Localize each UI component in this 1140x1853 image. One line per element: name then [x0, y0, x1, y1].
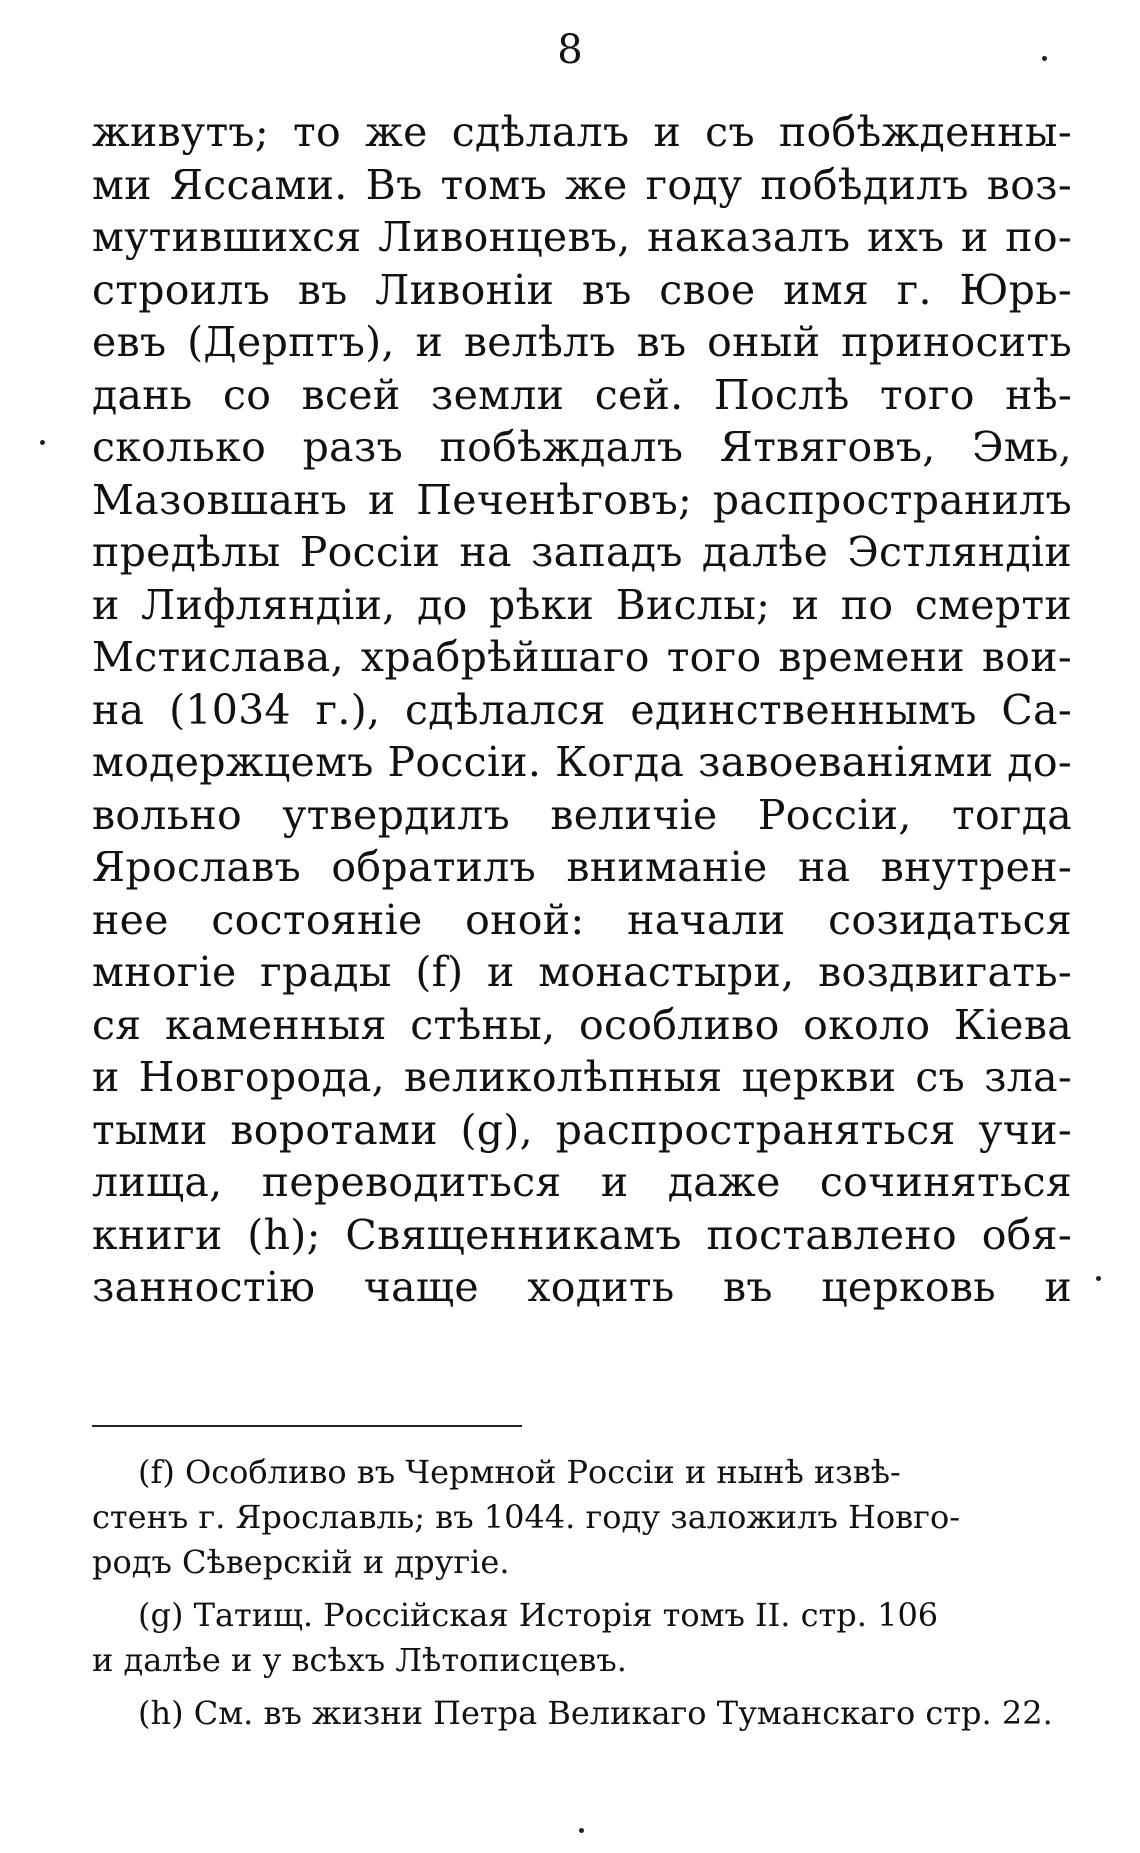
text-line: предѣлы Россіи на западъ далѣе Эстляндіи — [92, 528, 1072, 576]
text-line: и Новгорода, великолѣпныя церкви съ зла- — [92, 1053, 1072, 1101]
text-line: книги (h); Священникамъ поставлено обя- — [92, 1210, 1072, 1259]
footnote-f — [92, 1450, 1072, 1585]
footnote-separator — [92, 1425, 522, 1427]
print-speck — [1042, 56, 1047, 61]
text-line: тыми воротами (g), распространяться учи- — [92, 1105, 1072, 1154]
text-line: многіе грады (f) и монастыри, воздвигать- — [92, 948, 1072, 996]
text-line: модержцемъ Россіи. Когда завоеваніями до- — [92, 738, 1072, 786]
text-line: Мазовшанъ и Печенѣговъ; распространилъ — [92, 475, 1072, 524]
text-line: на (1034 г.), сдѣлался единственнымъ Са- — [92, 685, 1072, 734]
footnote-line: и далѣе и у всѣхъ Лѣтописцевъ. — [92, 1641, 627, 1679]
main-text — [92, 106, 1072, 1314]
text-line: живутъ; то же сдѣлалъ и съ побѣжденны- — [92, 108, 1072, 156]
print-speck — [1096, 1276, 1101, 1281]
page-number: 8 — [557, 27, 583, 73]
text-line: дань со всей земли сей. Послѣ того нѣ- — [92, 370, 1072, 419]
text-line: Мстислава, храбрѣйшаго того времени вои- — [92, 633, 1072, 681]
footnote-line: стенъ г. Ярославль; въ 1044. году заложилъ Новго- — [92, 1498, 961, 1536]
text-line: вольно утвердилъ величіе Россіи, тогда — [92, 790, 1072, 839]
footnote-g — [92, 1593, 1072, 1683]
footnote-line: (f) Особливо въ Чермной Россіи и нынѣ извѣ- — [138, 1453, 901, 1491]
print-speck — [579, 1828, 584, 1833]
footnotes — [92, 1450, 1072, 1736]
text-line: ся каменныя стѣны, особливо около Кіева — [92, 1000, 1072, 1049]
text-line: лища, переводиться и даже сочиняться — [92, 1158, 1072, 1206]
text-line: занностію чаще ходить въ церковь и — [92, 1263, 1072, 1311]
print-speck — [40, 440, 45, 445]
footnote-line: родъ Сѣверскій и другіе. — [92, 1543, 510, 1581]
text-line: мутившихся Ливонцевъ, наказалъ ихъ и по- — [92, 213, 1072, 261]
text-line: сколько разъ побѣждалъ Ятвяговъ, Эмь, — [92, 423, 1072, 471]
text-line: Ярославъ обратилъ вниманіе на внутрен- — [92, 843, 1072, 891]
text-line: строилъ въ Ливоніи въ свое имя г. Юрь- — [92, 265, 1072, 314]
text-line: ми Ясcами. Въ томъ же году побѣдилъ воз- — [92, 160, 1072, 209]
text-line: евъ (Дерптъ), и велѣлъ въ оный приносить — [92, 318, 1072, 366]
footnote-h — [92, 1691, 1072, 1736]
text-line: и Лифляндіи, до рѣки Вислы; и по смерти — [92, 580, 1072, 629]
text-line: нее состояніе оной: начали созидаться — [92, 895, 1072, 944]
footnote-line: (g) Татищ. Россійская Исторія томъ II. стр. 106 — [138, 1596, 939, 1634]
footnote-line: (h) См. въ жизни Петра Великаго Туманскаго стр. 22. — [138, 1694, 1053, 1732]
